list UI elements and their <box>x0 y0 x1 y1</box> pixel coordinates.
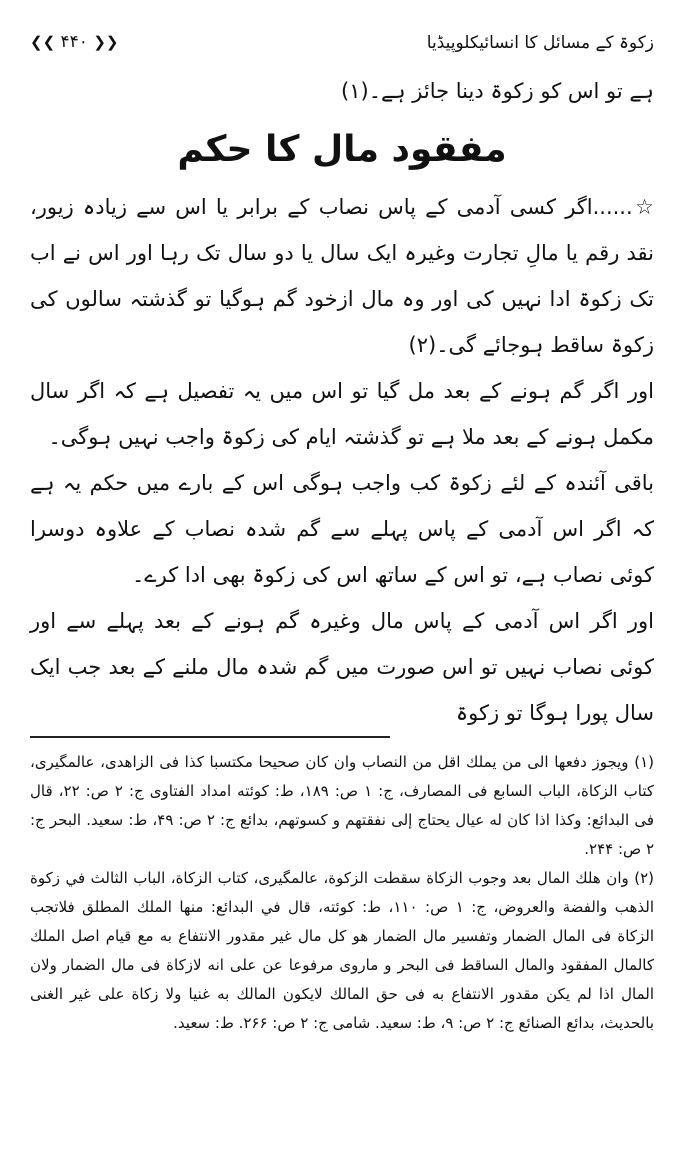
page-number <box>30 32 119 52</box>
paragraph-4: اور اگر اس آدمی کے پاس مال وغیرہ گم ہونے کے بعد پہلے سے اور کوئی نصاب نہیں تو اس صورت میں گم شدہ مال ملنے کے بعد جب ایک سال پورا ہوگا تو زکوۃ <box>30 609 654 725</box>
footnote-divider <box>30 736 390 738</box>
running-title: زکوۃ کے مسائل کا انسائیکلوپیڈیا <box>426 32 654 53</box>
paragraph-1: ☆......اگر کسی آدمی کے پاس نصاب کے برابر یا اس سے زیادہ زیور، نقد رقم یا مالِ تجارت وغیرہ ایک سال یا دو سال تک رہا اور اس نے اب تک زکوۃ ادا نہیں کی اور وہ مال ازخود گم ہوگیا تو گذشتہ سالوں کی زکوۃ ساقط ہوجائے گی۔(۲) <box>30 195 654 357</box>
section-heading: مفقود مال کا حکم <box>177 129 507 170</box>
opening-line: ہے تو اس کو زکوۃ دینا جائز ہے۔(۱) <box>341 79 654 103</box>
footnotes <box>30 748 654 1038</box>
ornament-left-icon: ❮❮ <box>30 33 56 51</box>
paragraph-3: باقی آئندہ کے لئے زکوۃ کب واجب ہوگی اس کے بارے میں حکم یہ ہے کہ اگر اس آدمی کے پاس پہلے سے گم شدہ نصاب کے علاوہ دوسرا کوئی نصاب ہے، تو اس کے ساتھ اس کی زکوۃ بھی ادا کرے۔ <box>30 471 654 587</box>
footnote-2: (۲) وان هلك المال بعد وجوب الزكاة سقطت الزكوة، عالمگيرى، كتاب الزكاة، الباب الثالث في زكوة الذهب والفضة والعروض، ج: ۱ ص: ۱۱۰، ط: كوئته، قال في البدائع: منها الملك المطلق فلاتجب الزكاة فى المال الضمار وتفسير مال الضمار هو كل مال غير مقدور الانتفاع به مع قيام اصل الملك كالمال المفقود والمال الساقط فى البحر و ماروى مرفوعا عن على انه لازكاة فى مال الضمار ولان المال اذا لم يكن مقدور الانتفاع به فى حق المالك لايكون المالك به غنيا ولا زكاة على غير الغنى بالحديث، بدائع الصنائع ج: ۲ ص: ۹، ط: سعيد. شامى ج: ۲ ص: ۲۶۶. ط: سعيد. <box>30 869 654 1032</box>
footnote-1: (۱) ويجوز دفعها الى من يملك اقل من النصاب وان كان صحيحا مكتسبا كذا فى الزاهدى، عالمگيرى، كتاب الزكاة، الباب السابع فى المصارف، ج: ۱ ص: ۱۸۹، ط: كوئته امداد الفتاوى ج: ۲ ص: ۲۲، قال فى البدائع: وكذا اذا كان له عيال يحتاج إلى نفقتهم و كسوتهم، بدائع ج: ۲ ص: ۴۹، ط: سعيد. البحر ج: ۲ ص: ۲۴۴. <box>30 753 654 858</box>
page-number-value: ۴۴۰ <box>60 32 88 52</box>
ornament-right-icon: ❯❯ <box>93 33 119 51</box>
paragraph-2: اور اگر گم ہونے کے بعد مل گیا تو اس میں یہ تفصیل ہے کہ اگر سال مکمل ہونے کے بعد ملا ہے تو گذشتہ ایام کی زکوۃ واجب نہیں ہوگی۔ <box>30 379 654 449</box>
page-header <box>30 24 654 60</box>
main-text <box>30 68 654 736</box>
